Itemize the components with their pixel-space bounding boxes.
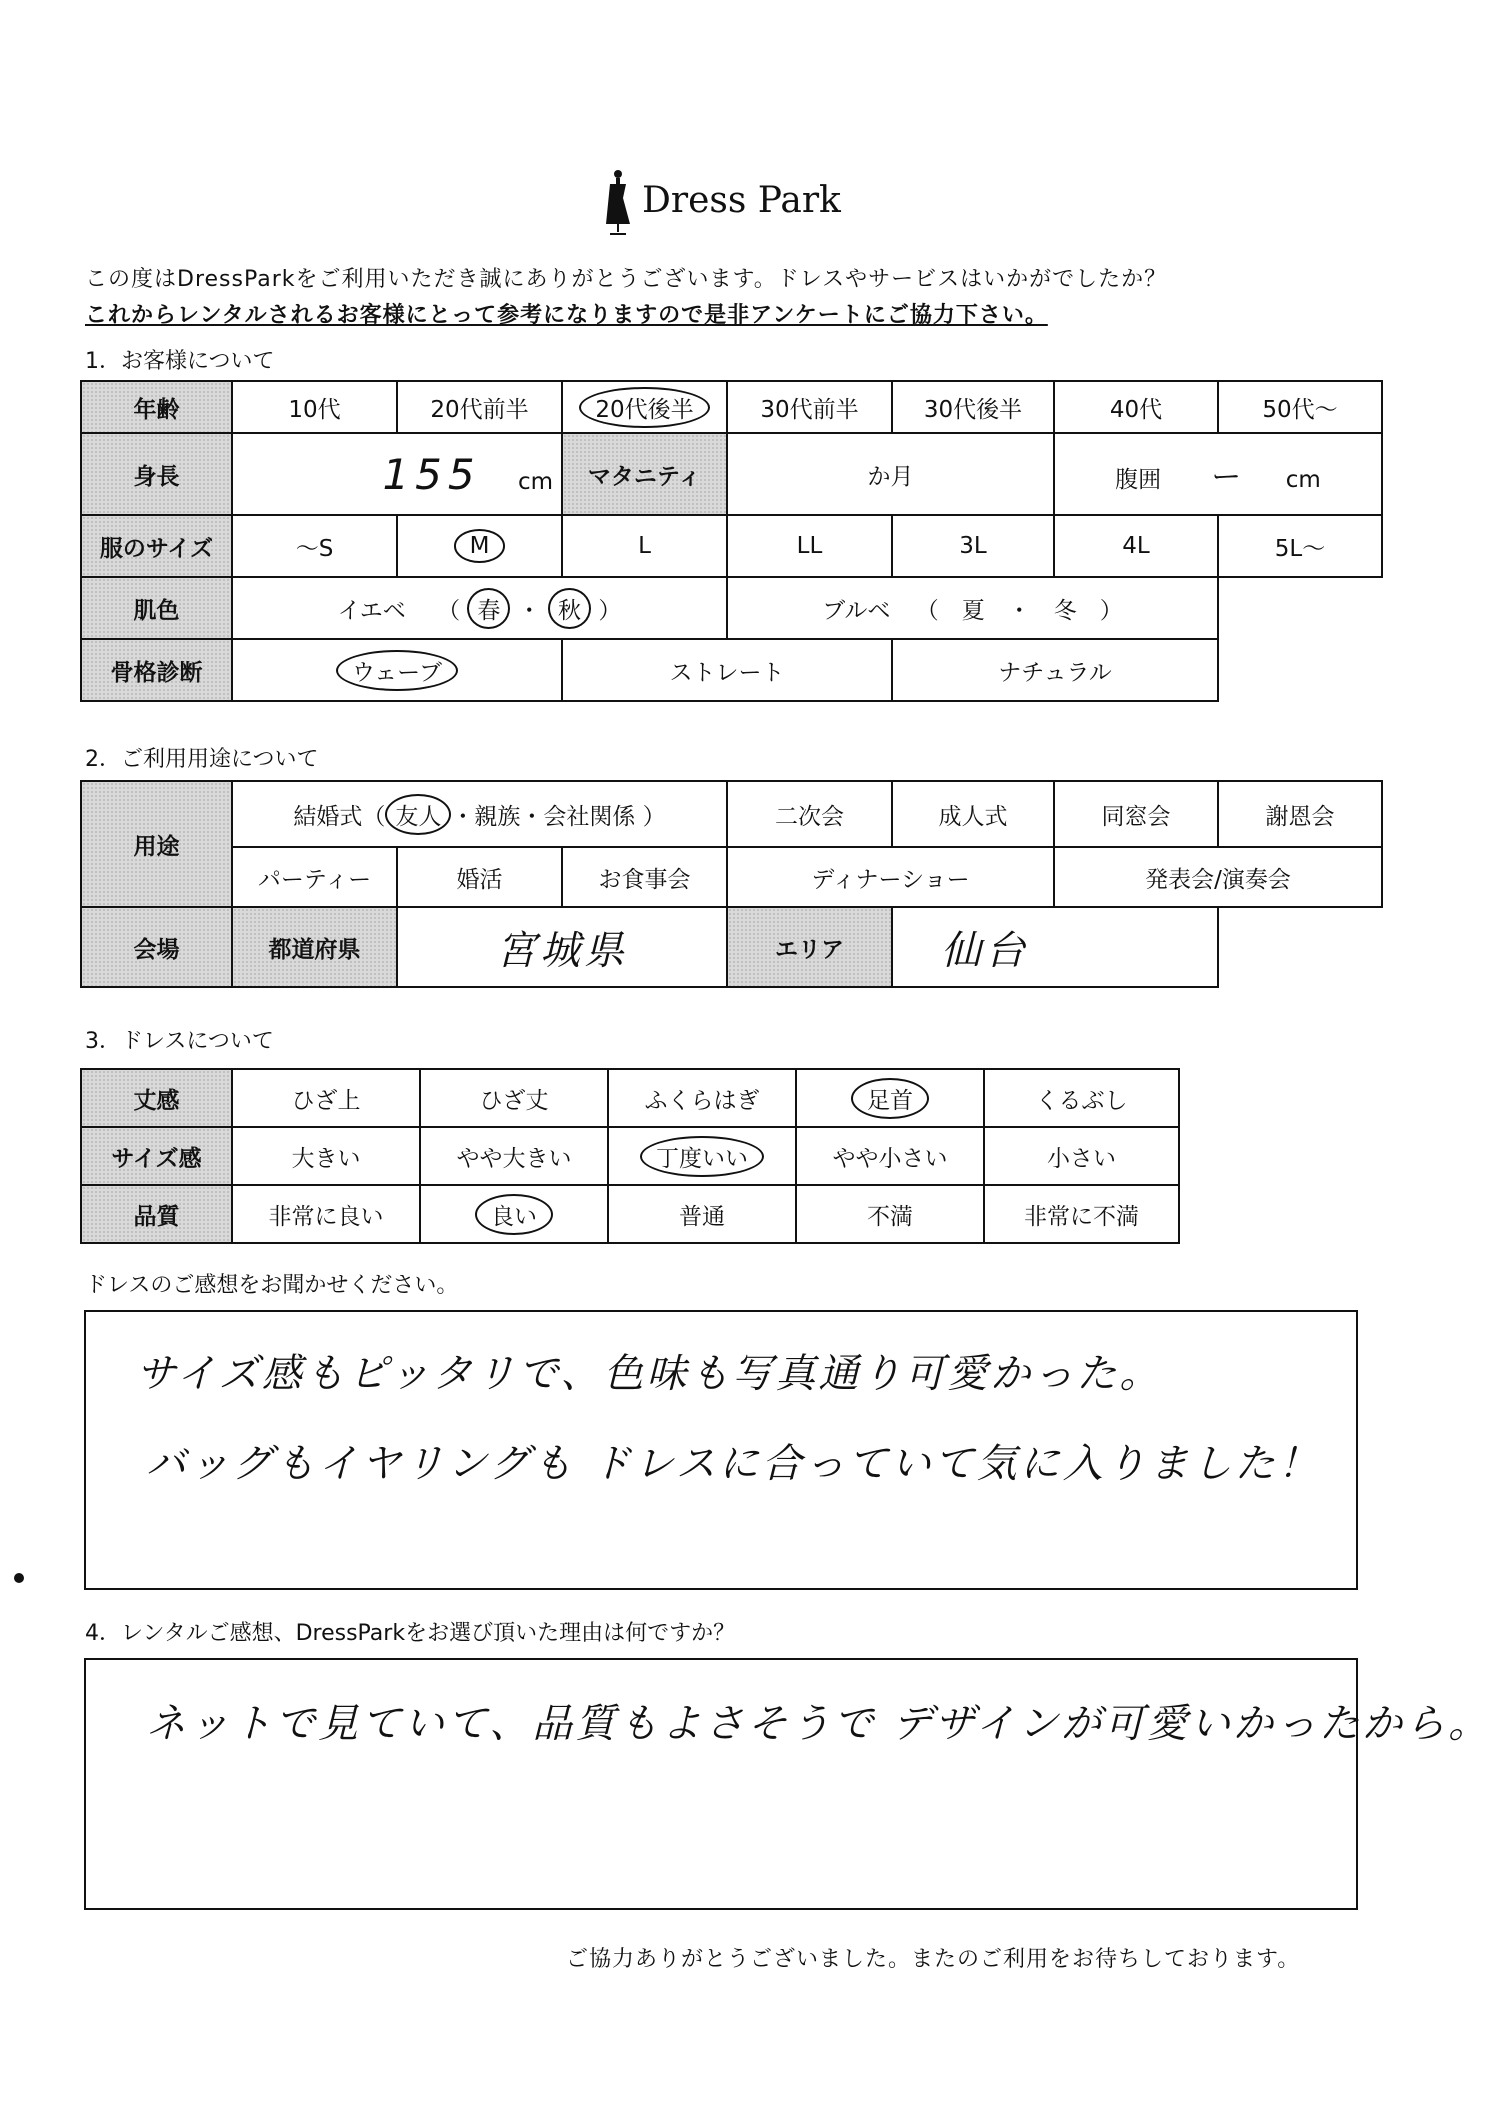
impression-line: サイズ感もピッタリで、色味も写真通り可愛かった。 [136, 1351, 1163, 1397]
age-option[interactable]: 40代 [1054, 381, 1218, 433]
thanks-message: ご協力ありがとうございました。またのご利用をお待ちしております。 [566, 1947, 1301, 1972]
length-option[interactable]: ひざ丈 [420, 1069, 608, 1127]
dress-table [80, 1068, 1180, 1244]
purpose-row-1 [81, 781, 1382, 847]
paren-open: （ [437, 597, 461, 624]
paren-close: ） [598, 597, 622, 624]
wedding-suffix: ・親族・会社関係 ） [451, 803, 666, 830]
skin-row [81, 577, 1382, 639]
section3-title: 3．ドレスについて [85, 1029, 274, 1054]
size-option[interactable]: LL [727, 515, 892, 577]
skeleton-row [81, 639, 1382, 701]
height-value: 155 [382, 449, 481, 499]
venue-row [81, 907, 1382, 987]
length-option[interactable]: ふくらはぎ [608, 1069, 796, 1127]
quality-option[interactable]: 非常に良い [232, 1185, 420, 1243]
selection-circle: M [454, 529, 506, 563]
yellow-base-label: イエベ [337, 597, 406, 624]
logo-text: Dress Park [642, 180, 841, 221]
age-option[interactable]: 30代前半 [727, 381, 892, 433]
purpose-option[interactable]: 二次会 [727, 781, 892, 847]
skeleton-label: 骨格診断 [81, 639, 232, 701]
size-label: 服のサイズ [81, 515, 232, 577]
blue-base-field[interactable] [727, 577, 1218, 639]
height-field[interactable] [232, 433, 562, 515]
section2-title: 2．ご利用用途について [85, 747, 319, 772]
fit-option[interactable]: 小さい [984, 1127, 1179, 1185]
skin-label: 肌色 [81, 577, 232, 639]
purpose-option[interactable]: パーティー [232, 847, 397, 907]
size-option[interactable]: ～S [232, 515, 397, 577]
size-row [81, 515, 1382, 577]
spring-option: 春 [467, 588, 510, 629]
wedding-prefix: 結婚式（ [293, 803, 386, 830]
size-option[interactable]: 4L [1054, 515, 1218, 577]
section1-title: 1．お客様について [85, 349, 275, 374]
selection-circle: 丁度いい [640, 1136, 764, 1177]
dresspark-logo [600, 168, 840, 238]
prefecture-value: 宮城県 [496, 927, 628, 974]
waist-unit: cm [1285, 467, 1321, 493]
age-option-selected[interactable] [562, 381, 727, 433]
fit-option[interactable]: 大きい [232, 1127, 420, 1185]
prefecture-field[interactable] [397, 907, 727, 987]
scan-dot [14, 1573, 24, 1583]
purpose-option[interactable]: 婚活 [397, 847, 562, 907]
selection-circle: 足首 [851, 1078, 929, 1119]
purpose-option[interactable]: 同窓会 [1054, 781, 1218, 847]
blue-base-label: ブルベ [822, 597, 891, 624]
length-option-selected[interactable] [796, 1069, 984, 1127]
skeleton-option-selected[interactable] [232, 639, 562, 701]
venue-label: 会場 [81, 907, 232, 987]
purpose-option[interactable]: 発表会/演奏会 [1054, 847, 1382, 907]
waist-value: ー [1208, 460, 1239, 495]
yellow-base-field[interactable] [232, 577, 727, 639]
length-label: 丈感 [81, 1069, 232, 1127]
fit-option-selected[interactable] [608, 1127, 796, 1185]
intro-request-line: これからレンタルされるお客様にとって参考になりますので是非アンケートにご協力下さい。 [85, 303, 1048, 328]
age-row [81, 381, 1382, 433]
purpose-option[interactable]: お食事会 [562, 847, 727, 907]
impression-line: バッグもイヤリングも ドレスに合っていて気に入りました！ [146, 1441, 1321, 1487]
selection-circle: 良い [475, 1194, 553, 1235]
intro-line: この度はDressParkをご利用いただき誠にありがとうございます。ドレスやサービスはいかがでしたか？ [85, 267, 1168, 292]
fit-option[interactable]: やや大きい [420, 1127, 608, 1185]
quality-option[interactable]: 非常に不満 [984, 1185, 1179, 1243]
purpose-option[interactable]: 成人式 [892, 781, 1054, 847]
length-row [81, 1069, 1179, 1127]
selection-circle: 20代後半 [579, 387, 709, 428]
dress-mannequin-icon [600, 168, 636, 238]
quality-option[interactable]: 不満 [796, 1185, 984, 1243]
length-option[interactable]: くるぶし [984, 1069, 1179, 1127]
impression-textarea[interactable] [84, 1310, 1358, 1590]
waist-label: 腹囲 [1115, 467, 1162, 493]
length-option[interactable]: ひざ上 [232, 1069, 420, 1127]
blue-base-seasons: （ 夏 ・ 冬 ） [915, 597, 1123, 624]
area-value: 仙台 [941, 927, 1030, 974]
wedding-friend-option: 友人 [385, 794, 451, 835]
purpose-label: 用途 [81, 781, 232, 907]
area-field[interactable] [892, 907, 1218, 987]
size-option-selected[interactable] [397, 515, 562, 577]
purpose-row-2 [81, 847, 1382, 907]
skeleton-option[interactable]: ナチュラル [892, 639, 1218, 701]
fit-option[interactable]: やや小さい [796, 1127, 984, 1185]
area-label: エリア [727, 907, 892, 987]
maternity-unit: か月 [867, 463, 914, 490]
reason-answer: ネットで見ていて、品質もよさそうで デザインが可愛いかったから。 [146, 1701, 1492, 1747]
fit-label: サイズ感 [81, 1127, 232, 1185]
height-row [81, 433, 1382, 515]
maternity-field[interactable] [727, 433, 1054, 515]
autumn-option: 秋 [548, 588, 591, 629]
age-option[interactable]: 10代 [232, 381, 397, 433]
height-unit: cm [517, 468, 553, 495]
age-option[interactable]: 50代～ [1218, 381, 1382, 433]
selection-circle: ウェーブ [336, 650, 458, 691]
quality-option-selected[interactable] [420, 1185, 608, 1243]
separator: ・ [517, 597, 541, 624]
age-option[interactable]: 20代前半 [397, 381, 562, 433]
quality-label: 品質 [81, 1185, 232, 1243]
size-option[interactable]: 5L～ [1218, 515, 1382, 577]
skeleton-option[interactable]: ストレート [562, 639, 892, 701]
impression-prompt: ドレスのご感想をお聞かせください。 [85, 1273, 459, 1298]
waist-field[interactable] [1054, 433, 1382, 515]
age-label: 年齢 [81, 381, 232, 433]
size-option[interactable]: 3L [892, 515, 1054, 577]
maternity-label: マタニティ [562, 433, 727, 515]
purpose-option[interactable]: ディナーショー [727, 847, 1054, 907]
size-option[interactable]: L [562, 515, 727, 577]
wedding-option[interactable] [232, 781, 727, 847]
section4-title: 4．レンタルご感想、DressParkをお選び頂いた理由は何ですか？ [85, 1621, 736, 1646]
purpose-option[interactable]: 謝恩会 [1218, 781, 1382, 847]
prefecture-label: 都道府県 [232, 907, 397, 987]
purpose-table [80, 780, 1383, 988]
fit-row [81, 1127, 1179, 1185]
quality-option[interactable]: 普通 [608, 1185, 796, 1243]
height-label: 身長 [81, 433, 232, 515]
age-option[interactable]: 30代後半 [892, 381, 1054, 433]
reason-textarea[interactable] [84, 1658, 1492, 1910]
quality-row [81, 1185, 1179, 1243]
customer-table [80, 380, 1383, 702]
